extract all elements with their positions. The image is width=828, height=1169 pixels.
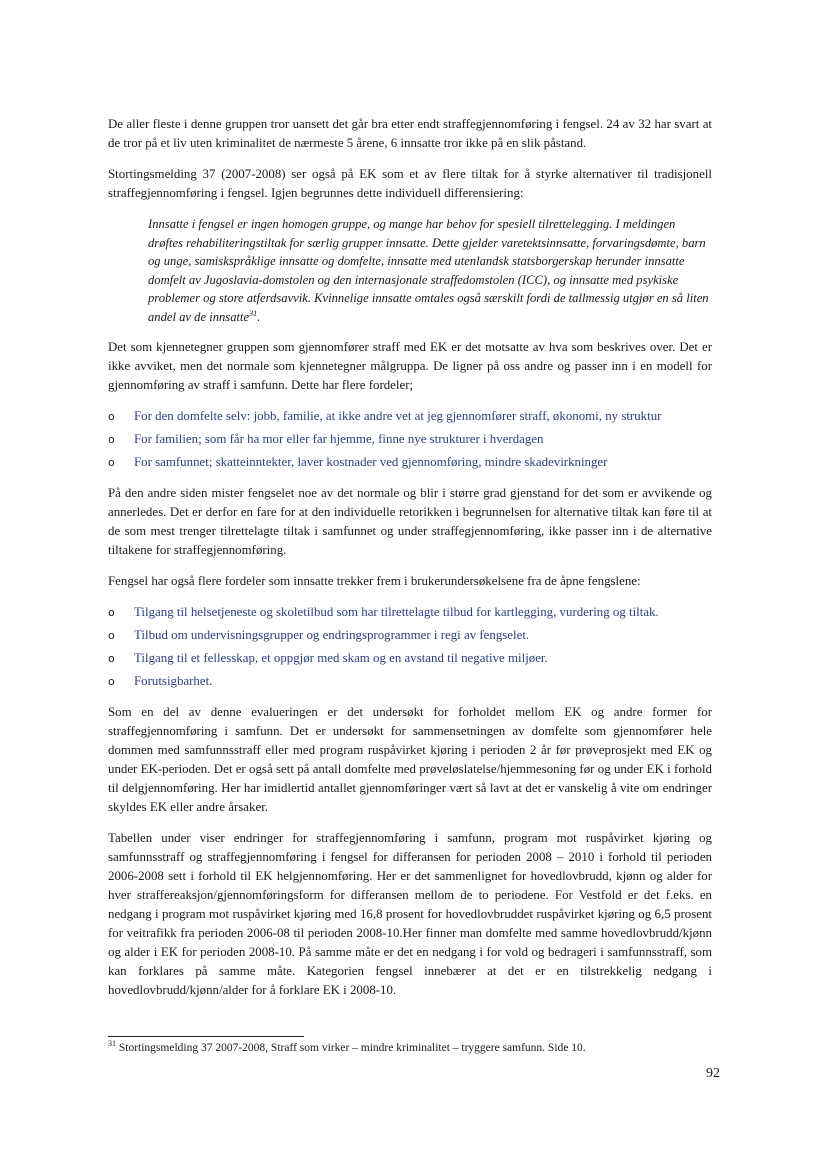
paragraph-6: Som en del av denne evalueringen er det undersøkt for forholdet mellom EK og andre former for straffegjennomføring i samfunn. Det er undersøkt for sammensetningen av domfelte som gjennomfører hele dommen med samfunnsstraff eller med program ruspåvirket kjøring i perioden 2 år før prøveprosjekt med EK og under EK-perioden. Det er også sett på antall domfelte med prøveløslatelse/hjemmesoning før og under EK i forhold til delgjennomføring. Her har imidlertid antallet gjennomføringer vært så lavt at det er vanskelig å vite om endringer skyldes EK eller andre årsaker. <box>108 705 712 814</box>
list-item: o For familien; som får ha mor eller far hjemme, finne nye strukturer i hverdagen <box>108 430 712 449</box>
list-item: o Tilgang til helsetjeneste og skoletilbud som har tilrettelagte tilbud for kartlegging, vurdering og tiltak. <box>108 603 712 622</box>
bullet-icon: o <box>108 675 115 688</box>
bullet-icon: o <box>108 433 115 446</box>
bullet-icon: o <box>108 456 115 469</box>
list-item: o For den domfelte selv: jobb, familie, at ikke andre vet at jeg gjennomfører straff, økonomi, ny struktur <box>108 407 712 426</box>
list-item: o Tilbud om undervisningsgrupper og endringsprogrammer i regi av fengselet. <box>108 626 712 645</box>
page-number: 92 <box>706 1066 720 1081</box>
bullet-icon: o <box>108 629 115 642</box>
footnote <box>108 1040 712 1056</box>
list-item: o For samfunnet; skatteinntekter, laver kostnader ved gjennomføring, mindre skadevirkninger <box>108 453 712 472</box>
list-item: o Forutsigbarhet. <box>108 672 712 691</box>
paragraph-7: Tabellen under viser endringer for straffegjennomføring i samfunn, program mot ruspåvirket kjøring og samfunnsstraff og straffegjennomføring i fengsel for differansen for perioden 2008 – 2010 i forhold til perioden 2006-2008 sett i forhold til EK helgjennomføring. Her er det sammenlignet for hovedlovbrudd, kjønn og alder for hver straffereaksjon/gjennomføringsform for differansen mellom de to periodene. For Vestfold er det f.eks. en nedgang i program mot ruspåvirket kjøring med 16,8 prosent for hovedlovbruddet ruspåvirket kjøring og 6,5 prosent for veitrafikk fra perioden 2006-08 til perioden 2008-10.Her finner man domfelte med samme hovedlovbrudd/kjønn og alder i EK for perioden 2008-10. På samme måte er det en nedgang i for vold og bedrageri i samfunnsstraff, som kan forklares på samme måte. Kategorien fengsel innebærer at det er en tilstrekkelig nedgang i hovedlovbrudd/kjønn/alder for å forklare EK i 2008-10. <box>108 831 712 997</box>
paragraph-5: Fengsel har også flere fordeler som innsatte trekker frem i brukerundersøkelsene fra de åpne fengslene: <box>108 574 641 588</box>
footnote-text: Stortingsmelding 37 2007-2008, Straff som virker – mindre kriminalitet – tryggere samfunn. Side 10. <box>116 1042 586 1054</box>
footnote-divider <box>108 1036 304 1037</box>
paragraph-4: På den andre siden mister fengselet noe av det normale og blir i større grad gjenstand for det som er avvikende og annerledes. Det er derfor en fare for at den individuelle retorikken i begrunnelsen for alternative tiltak kan føre til at de som mest trenger tilrettelagte tiltak i samfunnet og under straffegjennomføring, ikke passer inn i de alternative tiltakene for straffegjennomføring. <box>108 486 712 557</box>
bullet-icon: o <box>108 410 115 423</box>
paragraph-3: Det som kjennetegner gruppen som gjennomfører straff med EK er det motsatte av hva som beskrives over. Det er ikke avviket, men det normale som kjennetegner målgruppa. De ligner på oss andre og passer inn i en modell for gjennomføring av straff i samfunn. Dette har flere fordeler; <box>108 340 712 392</box>
bullet-icon: o <box>108 652 115 665</box>
prison-advantages-list <box>108 603 712 691</box>
bullet-icon: o <box>108 606 115 619</box>
quote-footnote-ref: 31 <box>249 308 258 318</box>
body-text <box>108 115 712 1012</box>
footnote-number: 31 <box>108 1039 116 1049</box>
list-item: o Tilgang til et fellesskap, et oppgjør med skam og en avstand til negative miljøer. <box>108 649 712 668</box>
advantages-list <box>108 407 712 472</box>
quote-text: Innsatte i fengsel er ingen homogen gruppe, og mange har behov for spesiell tilrettelegging. I meldingen drøftes rehabiliteringstiltak for særlig grupper innsatte. Dette gjelder varetektsinnsatte, forvaringsdømte, barn og unge, samiskspråklige innsatte og domfelte, innsatte med utenlandsk statsborgerskap herunder innsatte domfelt av Jugoslavia-domstolen og den internasjonale straffedomstolen (ICC), og innsatte med psykiske problemer og store atferdsavvik. Kvinnelige innsatte omtales også særskilt fordi de tallmessig utgjør en så liten andel av de innsatte <box>148 217 709 324</box>
paragraph-2: Stortingsmelding 37 (2007-2008) ser også på EK som et av flere tiltak for å styrke alternativer til tradisjonell straffegjennomføring i fengsel. Igjen begrunnes dette individuell differensiering: <box>108 167 712 200</box>
block-quote: Innsatte i fengsel er ingen homogen gruppe, og mange har behov for spesiell tilrettelegging. I meldingen drøftes rehabiliteringstiltak for særlig grupper innsatte. Dette gjelder varetektsinnsatte, forvaringsdømte, barn og unge, samiskspråklige innsatte og domfelte, innsatte med utenlandsk statsborgerskap herunder innsatte domfelt av Jugoslavia-domstolen og den internasjonale straffedomstolen (ICC), og innsatte med psykiske problemer og store atferdsavvik. Kvinnelige innsatte omtales også særskilt fordi de tallmessig utgjør en så liten andel av de innsatte$^{31}$. <box>148 217 709 324</box>
paragraph-1: De aller fleste i denne gruppen tror uansett det går bra etter endt straffegjennomføring i fengsel. 24 av 32 har svart at de tror på et liv uten kriminalitet de nærmeste 5 årene, 6 innsatte tror ikke på en slik påstand. <box>108 117 712 150</box>
